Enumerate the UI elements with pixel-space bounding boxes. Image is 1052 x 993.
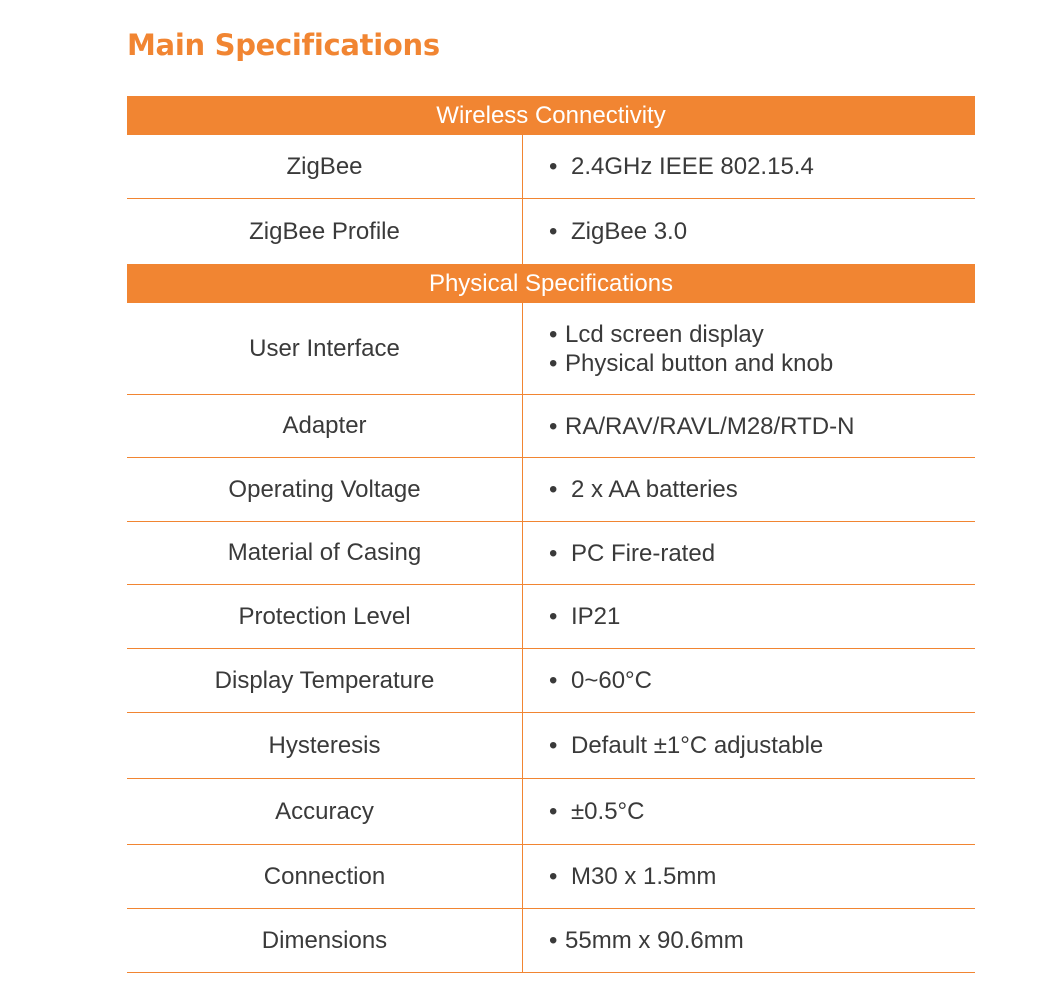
bullet-icon: • xyxy=(549,732,558,759)
spec-value xyxy=(523,458,975,521)
spec-value xyxy=(523,303,975,394)
spec-row-accuracy xyxy=(127,779,975,845)
bullet-icon: • xyxy=(549,798,558,825)
spec-value-text: Lcd screen display xyxy=(565,320,764,348)
bullet-icon: • xyxy=(549,863,558,890)
spec-label: Hysteresis xyxy=(127,713,523,778)
spec-value xyxy=(523,909,975,972)
spec-value xyxy=(523,649,975,712)
spec-row-dimensions xyxy=(127,909,975,973)
spec-label: Operating Voltage xyxy=(127,458,523,521)
spec-row-display-temperature xyxy=(127,649,975,713)
bullet-icon: • xyxy=(549,153,558,180)
spec-label: Dimensions xyxy=(127,909,523,972)
bullet-icon: • xyxy=(549,349,558,377)
spec-row-adapter xyxy=(127,395,975,458)
bullet-icon: • xyxy=(549,412,558,440)
spec-label: Material of Casing xyxy=(127,522,523,584)
spec-value-text: 55mm x 90.6mm xyxy=(565,927,744,954)
spec-value-text: 0~60°C xyxy=(571,667,652,694)
spec-row-zigbee-profile xyxy=(127,199,975,264)
spec-label: Accuracy xyxy=(127,779,523,844)
spec-label: ZigBee xyxy=(127,135,523,198)
page-title: Main Specifications xyxy=(127,28,440,62)
spec-row-material-of-casing xyxy=(127,522,975,585)
spec-value-text: PC Fire-rated xyxy=(571,539,716,567)
spec-value-text: 2 x AA batteries xyxy=(571,476,738,503)
spec-value-text: RA/RAV/RAVL/M28/RTD-N xyxy=(565,412,855,440)
spec-value-text: Physical button and knob xyxy=(565,349,834,377)
spec-value xyxy=(523,522,975,584)
spec-row-connection xyxy=(127,845,975,909)
section-header-wireless: Wireless Connectivity xyxy=(127,96,975,135)
spec-label: Display Temperature xyxy=(127,649,523,712)
spec-value xyxy=(523,395,975,457)
bullet-icon: • xyxy=(549,539,558,567)
spec-label: Adapter xyxy=(127,395,523,457)
spec-value xyxy=(523,845,975,908)
spec-value xyxy=(523,779,975,844)
spec-value-text: M30 x 1.5mm xyxy=(571,863,717,890)
spec-value-text: IP21 xyxy=(571,603,621,630)
spec-value-text: ±0.5°C xyxy=(571,798,645,825)
bullet-icon: • xyxy=(549,218,558,245)
spec-value-text: 2.4GHz IEEE 802.15.4 xyxy=(571,153,814,180)
bullet-icon: • xyxy=(549,927,558,954)
spec-label: Connection xyxy=(127,845,523,908)
spec-label: Protection Level xyxy=(127,585,523,648)
spec-value xyxy=(523,199,975,264)
spec-row-hysteresis xyxy=(127,713,975,779)
section-header-physical: Physical Specifications xyxy=(127,264,975,303)
spec-value-text: ZigBee 3.0 xyxy=(571,218,688,245)
bullet-icon: • xyxy=(549,320,558,348)
spec-value xyxy=(523,713,975,778)
spec-label: ZigBee Profile xyxy=(127,199,523,264)
spec-value-text: Default ±1°C adjustable xyxy=(571,732,824,759)
spec-row-operating-voltage xyxy=(127,458,975,522)
bullet-icon: • xyxy=(549,603,558,630)
spec-table xyxy=(127,96,975,973)
spec-value xyxy=(523,135,975,198)
spec-label: User Interface xyxy=(127,303,523,394)
spec-row-user-interface xyxy=(127,303,975,395)
bullet-icon: • xyxy=(549,476,558,503)
spec-row-protection-level xyxy=(127,585,975,649)
bullet-icon: • xyxy=(549,667,558,694)
spec-value xyxy=(523,585,975,648)
spec-row-zigbee xyxy=(127,135,975,199)
